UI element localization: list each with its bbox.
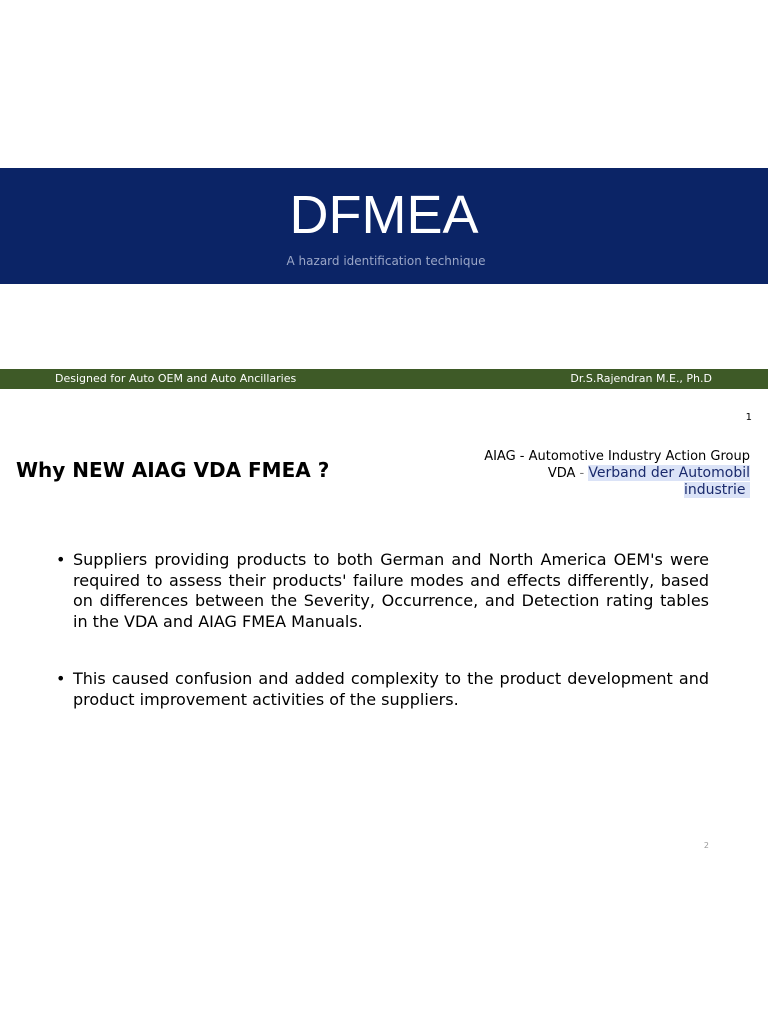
slide-heading: Why NEW AIAG VDA FMEA ? — [16, 458, 330, 482]
cover-title: DFMEA — [289, 185, 479, 245]
vda-dash: - — [575, 466, 589, 481]
vda-definition-cont — [450, 482, 750, 499]
list-item — [56, 669, 709, 710]
aiag-definition: AIAG - Automotive Industry Action Group — [484, 449, 750, 464]
vda-expansion-line2: industrie — [683, 482, 746, 498]
vda-definition — [450, 465, 750, 482]
bullet-icon: • — [56, 669, 66, 688]
footer-left-text: Designed for Auto OEM and Auto Ancillaries — [55, 372, 297, 385]
page-number-1: 1 — [745, 412, 752, 423]
footer-author: Dr.S.Rajendran M.E., Ph.D — [570, 372, 712, 385]
list-item — [56, 550, 709, 632]
bullet-icon: • — [56, 550, 66, 569]
vda-prefix: VDA — [547, 466, 576, 481]
vda-expansion-line1: Verband der Automobil — [588, 465, 750, 481]
abbreviation-block — [450, 448, 750, 499]
bullet-text-1: Suppliers providing products to both German and North America OEM's were required to assess their products' failure modes and effects differently, based on differences between the Severity, Occurrence, and Detection rating tables in the VDA and AIAG FMEA Manuals. — [73, 550, 709, 631]
bullet-list — [56, 550, 709, 747]
page-number-2: 2 — [703, 841, 709, 850]
bullet-text-2: This caused confusion and added complexity to the product development and product improvement activities of the suppliers. — [73, 669, 709, 709]
cover-subtitle: A hazard identification technique — [286, 254, 486, 268]
